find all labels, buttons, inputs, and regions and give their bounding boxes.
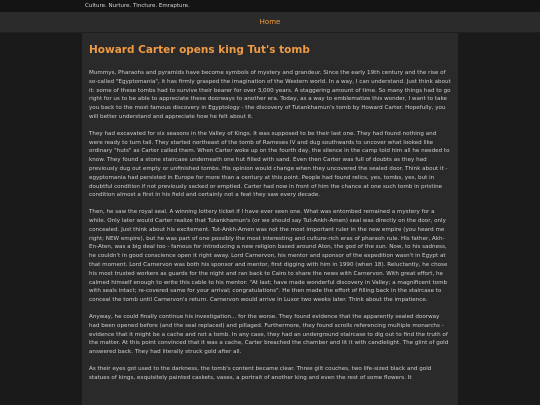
- nav-bar: [0, 12, 540, 33]
- article-paragraph: Mummys, Pharaohs and pyramids have become symbols of mystery and grandeur. Since the early 19th century and the rise of so-called "Egyptomania", it has firmly grasped the imagination of the Western world. In a way, I can understand. Just think about it: some of these tombs had to survive their bearer for over 3,000 years. A staggering amount of time. So many things had to go right for us to be able to appreciate these doorways to another era. Today, as a way to emblematize this wonder, I want to take you back to the most famous discovery in Egyptology - the discovery of Tutankhamun's tomb by Howard Carter. Hopefully, you will better understand and appreciate how he felt about it.: [89, 70, 451, 120]
- article-container: [82, 33, 458, 405]
- article-title: Howard Carter opens king Tut's tomb: [89, 44, 310, 56]
- article-paragraph: They had excavated for six seasons in the Valley of Kings. It was supposed to be their last one. They had found nothing and were ready to turn tail. They started northeast of the tomb of Rameses IV and dug southwards to uncover what looked like ordinary "huts" as Carter called them. When Carter woke up on the fourth day, the silence in the camp told him all he needed to know. They found a stone staircase underneath one hut filled with sand. Even then Carter was full of doubts as they had previously dug out empty or unfinished tombs. His opinion would change when they uncovered the sealed door. Think about it - egyptomania had persisted in Europe for more than a century at this point. People had found relics, yes, tombs, yes, but in doubtful condition if not previously sacked or emptied. Carter had now in front of him the chance at one such tomb in pristine condition almost a first in his field and certainly not a feat they saw every decade.: [89, 130, 450, 199]
- nav-home-link[interactable]: Home: [259, 18, 281, 26]
- article-paragraph: Then, he saw the royal seal. A winning lottery ticket if I have ever seen one. What was entombed remained a mystery for a while. Only later would Carter realize that Tutankhamun's (or we should say Tut-Ankh-Amen) seal was directly on the door, only concealed. Just think about his excitement. Tut-Ankh-Amen was not the most important ruler in the new empire (you heard me right; NEW empire), but he was part of one possibly the most interesting and culture-rich eras of pharaoh rule. His father, Akh-En-Aten, was a big deal too - famous for introducing a new religion based around Aton, the god of the sun. Now, to his sadness, he couldn't in good conscience open it right away. Lord Carnervon, his mentor and sponsor of the expedition wasn't in Egypt at that moment. Lord Carnervon was both his sponsor and mentor, first digging with him in 1990 (when 18). Reluctantly, he chose his most trusted workers as guards for the night and ran back to Cairo to share the news with Carnervon. With great effort, he calmed himself enough to write this cable to his mentor: "At last; have made wonderful discovery in Valley; a magnificent tomb with seals intact; re-covered same for your arrival; congratulations". He then made the effort of filling back in the staircase to conceal the tomb until Carnervon's return. Carnervon would arrive in Luxor two weeks later. Think about the impatience.: [89, 209, 448, 304]
- site-tagline: Culture. Nurture. Tincture. Emrapture.: [85, 3, 190, 9]
- article-paragraph: Anyway, he could finally continue his investigation... for the worse. They found evidence that the apparently sealed doorway had been opened before (and the seal replaced) and pillaged. Furthermore, they found scrolls referencing multiple monarchs - evidence that it might be a cache and not a tomb. In any case, they had an underground staircase to dig out to find the truth of the matter. At this point convinced that it was a cache, Carter breached the chamber and lit it with candlelight. The glint of gold answered back. They had literally struck gold after all.: [89, 313, 449, 356]
- top-bar: [0, 0, 540, 12]
- article-content: [82, 33, 458, 383]
- article-paragraph: As their eyes got used to the darkness, the tomb's content became clear. Three gilt couches, two life-sized black and gold statues of kings, exquisitely painted caskets, vases, a portrait of another king and even the rest of some flowers. It: [89, 365, 432, 381]
